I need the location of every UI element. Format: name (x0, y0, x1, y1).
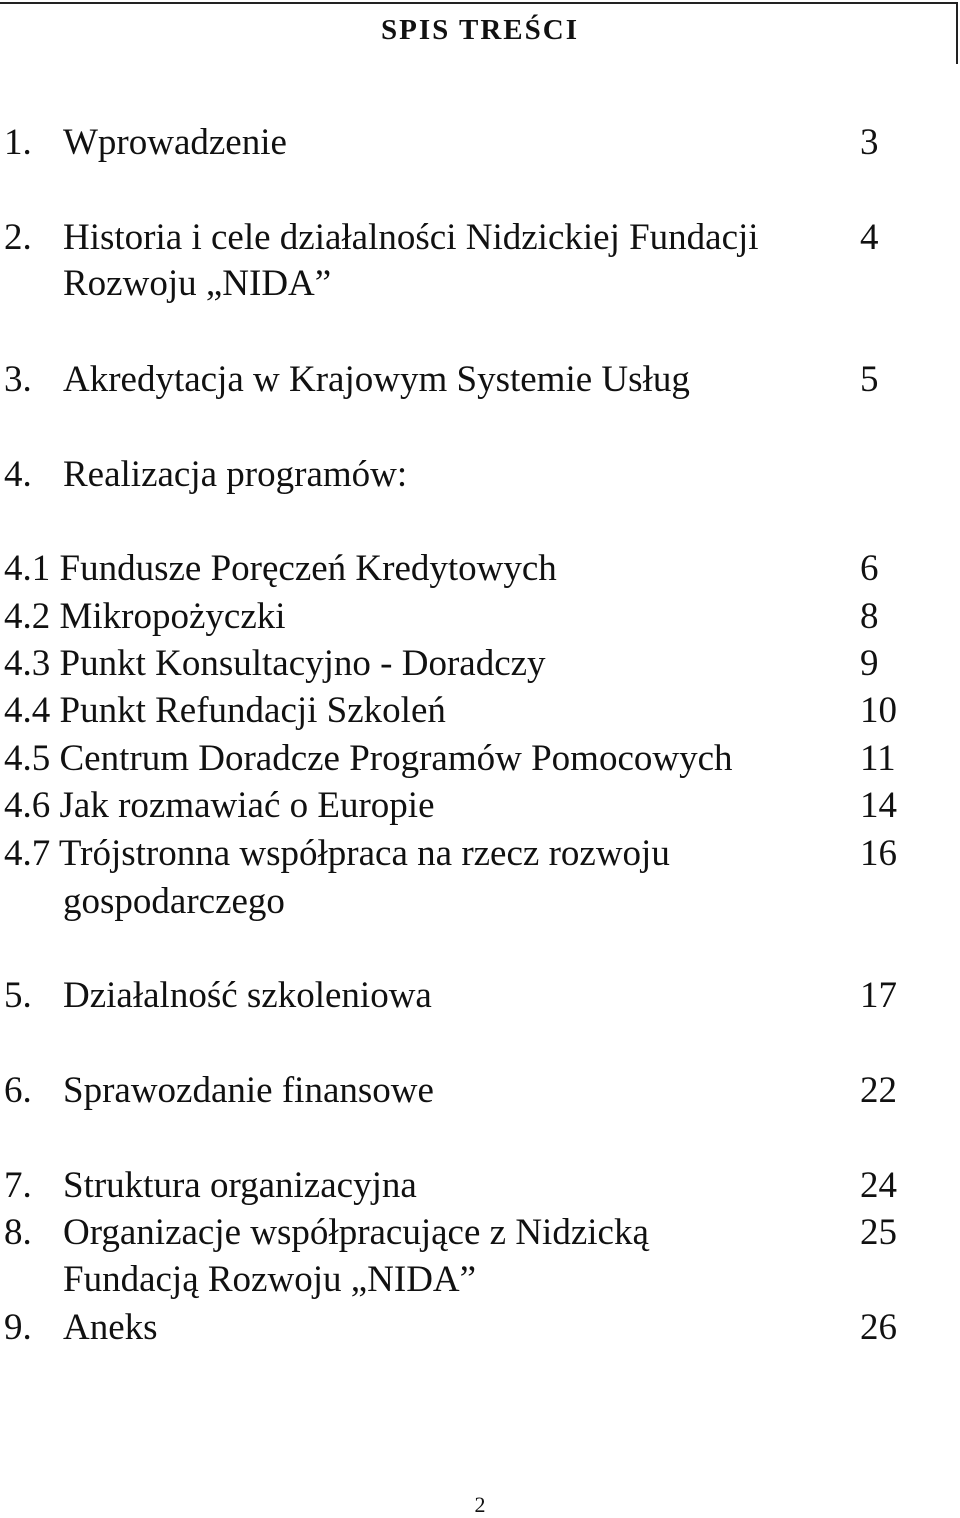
entry-page: 25 (860, 1212, 897, 1253)
entry-number: 7. (4, 1165, 32, 1206)
toc-heading: SPIS TREŚCI (381, 14, 579, 46)
entry-title: 4.1 Fundusze Poręczeń Kredytowych (4, 548, 557, 589)
entry-number: 8. (4, 1212, 32, 1253)
entry-page: 17 (860, 975, 897, 1016)
entry-page: 5 (860, 359, 879, 400)
entry-title: 4.3 Punkt Konsultacyjno - Doradczy (4, 643, 546, 684)
entry-title: Wprowadzenie (63, 122, 287, 163)
entry-number: 6. (4, 1070, 32, 1111)
entry-page: 16 (860, 833, 897, 874)
entry-title: Aneks (63, 1307, 158, 1348)
entry-title: Działalność szkoleniowa (63, 975, 432, 1016)
entry-page: 22 (860, 1070, 897, 1111)
entry-number: 9. (4, 1307, 32, 1348)
entry-title: Sprawozdanie finansowe (63, 1070, 434, 1111)
entry-page: 24 (860, 1165, 897, 1206)
entry-title: 4.7 Trójstronna współpraca na rzecz rozwoju (4, 833, 670, 874)
entry-page: 6 (860, 548, 879, 589)
entry-page: 11 (860, 738, 896, 779)
entry-number: 4. (4, 454, 32, 495)
entry-number: 2. (4, 217, 32, 258)
entry-page: 4 (860, 217, 879, 258)
entry-page: 9 (860, 643, 879, 684)
entry-title-line2: Fundacją Rozwoju „NIDA” (63, 1259, 477, 1300)
entry-page: 26 (860, 1307, 897, 1348)
entry-title: 4.4 Punkt Refundacji Szkoleń (4, 690, 446, 731)
entry-title-line2: Rozwoju „NIDA” (63, 263, 332, 304)
entry-page: 14 (860, 785, 897, 826)
entry-title: Organizacje współpracujące z Nidzicką (63, 1212, 649, 1253)
entry-number: 3. (4, 359, 32, 400)
entry-number: 5. (4, 975, 32, 1016)
entry-number: 1. (4, 122, 32, 163)
entry-page: 8 (860, 596, 879, 637)
entry-page: 10 (860, 690, 897, 731)
page-number: 2 (474, 1492, 486, 1517)
entry-title-line2: gospodarczego (63, 881, 285, 922)
entry-title: 4.6 Jak rozmawiać o Europie (4, 785, 435, 826)
entry-page: 3 (860, 122, 879, 163)
entry-title: 4.5 Centrum Doradcze Programów Pomocowych (4, 738, 733, 779)
entry-title: 4.2 Mikropożyczki (4, 596, 286, 637)
entry-title: Historia i cele działalności Nidzickiej Fundacji (63, 217, 759, 258)
entry-title: Realizacja programów: (63, 454, 408, 495)
entry-title: Struktura organizacyjna (63, 1165, 417, 1206)
entry-title: Akredytacja w Krajowym Systemie Usług (63, 359, 690, 400)
